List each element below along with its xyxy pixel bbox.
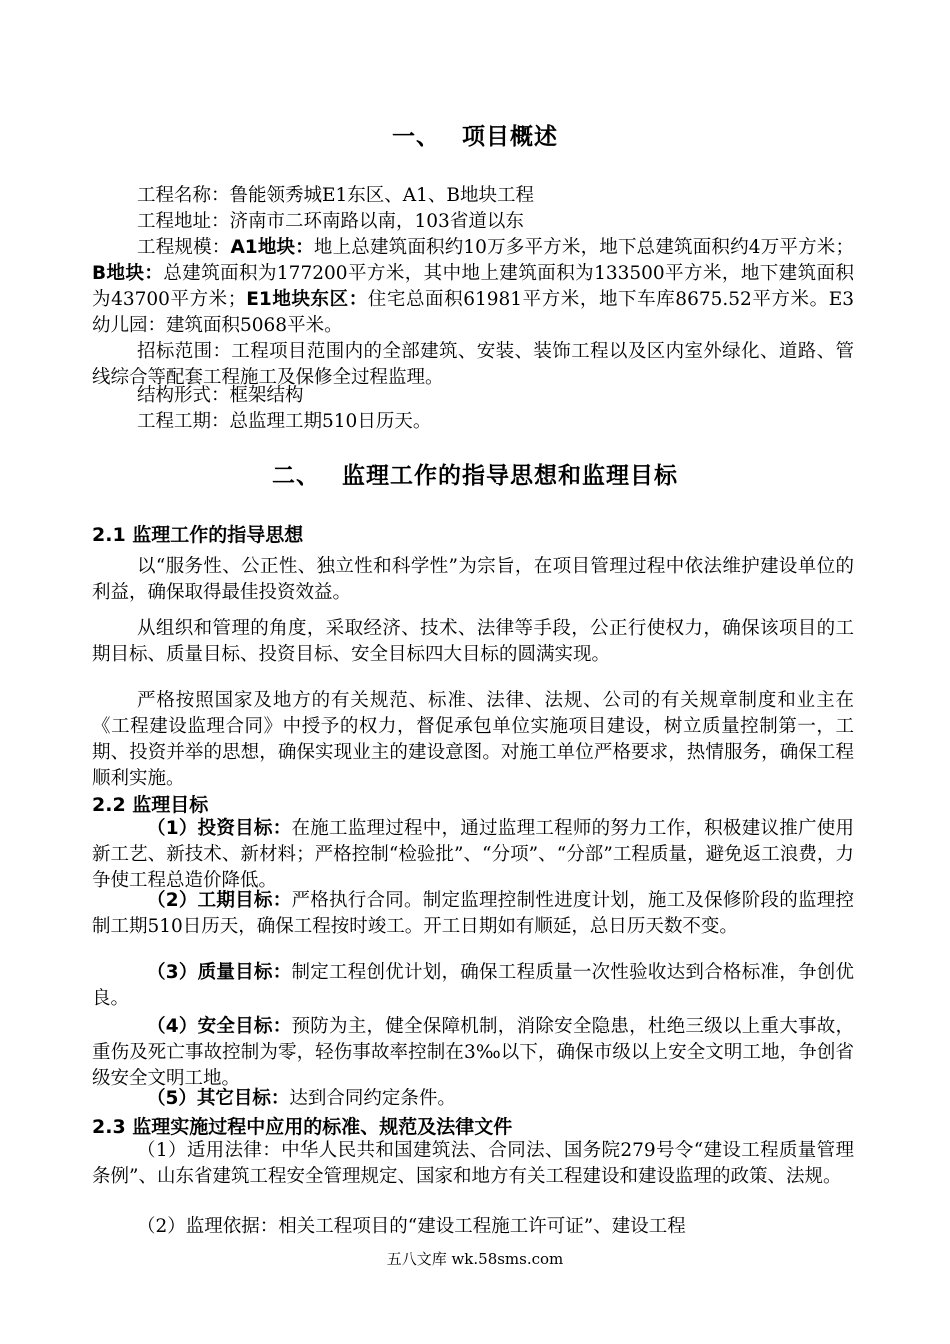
project-name-line: 工程名称：鲁能领秀城E1东区、A1、B地块工程 (137, 185, 535, 206)
section-2-title: 监理工作的指导思想和监理目标 (342, 463, 678, 489)
standards-paragraph-2: （2）监理依据：相关工程项目的“建设工程施工许可证”、建设工程 (137, 1216, 686, 1237)
section-2-heading (0, 457, 950, 490)
goal-other: （5）其它目标：达到合同约定条件。 (147, 1088, 456, 1109)
guiding-paragraph-1: 以“服务性、公正性、独立性和科学性”为宗旨，在项目管理过程中依法维护建设单位的利益，确保取得最佳投资效益。 (92, 556, 854, 603)
subsection-2-2-heading: 2.2 监理目标 (92, 794, 209, 816)
period-line: 工程工期：总监理工期510日历天。 (137, 411, 432, 432)
structure-line: 结构形式：框架结构 (137, 385, 304, 406)
footer-watermark: 五八文库 wk.58sms.com (386, 1250, 564, 1268)
section-1-title: 项目概述 (462, 124, 558, 150)
standards-paragraph-1: （1）适用法律：中华人民共和国建筑法、合同法、国务院279号令“建设工程质量管理条例”、山东省建筑工程安全管理规定、国家和地方有关工程建设和建设监理的政策、法规。 (92, 1140, 854, 1187)
goal-schedule: （2）工期目标：严格执行合同。制定监理控制性进度计划，施工及保修阶段的监理控制工期510日历天，确保工程按时竣工。开工日期如有顺延，总日历天数不变。 (92, 890, 854, 937)
goal-safety: （4）安全目标：预防为主，健全保障机制，消除安全隐患，杜绝三级以上重大事故，重伤及死亡事故控制为零，轻伤事故率控制在3‰以下，确保市级以上安全文明工地，争创省级安全文明工地。 (92, 1016, 854, 1089)
project-address-line: 工程地址：济南市二环南路以南，103省道以东 (137, 211, 524, 232)
project-scale-paragraph: 工程规模：A1地块：地上总建筑面积约10万多平方米，地下总建筑面积约4万平方米；B地块：总建筑面积为177200平方米，其中地上建筑面积为133500平方米，地下建筑面积为43700平方米；E1地块东区：住宅总面积61981平方米，地下车库8675.52平方米。E3幼儿园：建筑面积5068平米。 (92, 237, 855, 336)
guiding-paragraph-3: 严格按照国家及地方的有关规范、标准、法律、法规、公司的有关规章制度和业主在《工程建设监理合同》中授予的权力，督促承包单位实施项目建设，树立质量控制第一，工期、投资并举的思想，确保实现业主的建设意图。对施工单位严格要求，热情服务，确保工程顺利实施。 (92, 690, 854, 789)
section-1-number: 一、 (392, 124, 440, 150)
guiding-paragraph-2: 从组织和管理的角度，采取经济、技术、法律等手段，公正行使权力，确保该项目的工期目标、质量目标、投资目标、安全目标四大目标的圆满实现。 (92, 618, 854, 665)
section-2-number: 二、 (272, 463, 320, 489)
section-1-heading (0, 118, 950, 151)
bid-scope-paragraph: 招标范围：工程项目范围内的全部建筑、安装、装饰工程以及区内室外绿化、道路、管线综合等配套工程施工及保修全过程监理。 (92, 341, 854, 388)
subsection-2-3-heading: 2.3 监理实施过程中应用的标准、规范及法律文件 (92, 1116, 513, 1138)
subsection-2-1-heading: 2.1 监理工作的指导思想 (92, 524, 304, 546)
goal-quality: （3）质量目标：制定工程创优计划，确保工程质量一次性验收达到合格标准，争创优良。 (92, 962, 854, 1009)
goal-investment: （1）投资目标：在施工监理过程中，通过监理工程师的努力工作，积极建议推广使用新工艺、新技术、新材料；严格控制“检验批”、“分项”、“分部”工程质量，避免返工浪费，力争使工程总造价降低。 (92, 818, 854, 891)
